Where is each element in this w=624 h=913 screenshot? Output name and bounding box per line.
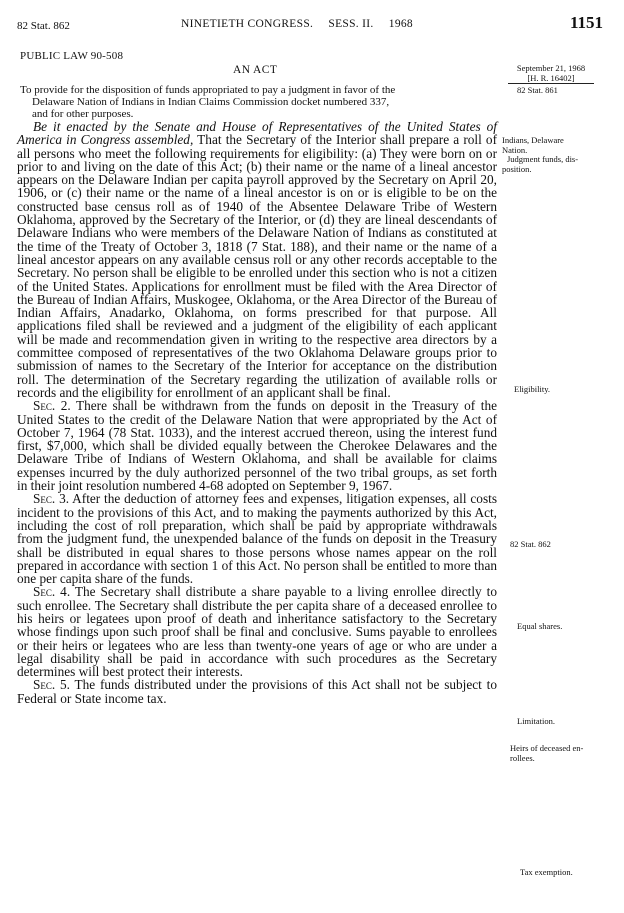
section-3-text: After the deduction of attorney fees and expenses, litigation expenses, all costs incident to the provisions of this Act, and to making the payments authorized by this Act, including the cost of roll preparation, which shall be paid by appropriate withdrawals from the judgment fund, the unexpended balance of the funds on deposit in the Treasury shall be distributed in equal shares to those persons whose names appear on the roll prepared in accordance with section 1 of this Act. No person shall be entitled to more than one per capita share of the funds. (17, 491, 497, 587)
margin-heirs-note (510, 744, 614, 763)
section-2 (17, 399, 497, 492)
running-header (181, 18, 425, 30)
act-body (17, 120, 497, 705)
section-4 (17, 585, 497, 678)
purpose-line: and for other purposes. (32, 108, 134, 120)
section-5-text: The funds distributed under the provisions of this Act shall not be subject to Federal or State income tax. (17, 677, 497, 706)
purpose-line: Delaware Nation of Indians in Indian Claims Commission docket numbered 337, (32, 96, 390, 108)
section-4-text: The Secretary shall distribute a share payable to a living enrollee directly to such enrollee. The Secretary shall distribute the per capita share of a deceased enrollee to his heirs or legatees upon proof of death and inheritance satisfactory to the Secretary whose findings upon such proof shall be final and conclusive. Sums payable to enrollees or their heirs or legatees who are less than twenty-one years of age or who are under a legal disability shall be paid in accordance with such procedures as the Secretary determines will best protect their interests. (17, 584, 497, 680)
section-5-label: Sec. 5. (33, 677, 70, 693)
margin-tax-exemption: Tax exemption. (520, 867, 573, 877)
section-3-label: Sec. 3. (33, 491, 70, 507)
margin-stat-cite-862: 82 Stat. 862 (510, 539, 551, 549)
act-title: AN ACT (233, 64, 278, 76)
section-1-text: That the Secretary of the Interior shall prepare a roll of all persons who meet the following requirements for eligibility: (a) They were born on or prior to and living on the date of this Act; (b) their name or the name of a lineal ancestor appears on the Delaware Indian per capita payroll approved by the Secretary on April 20, 1906, or (c) their name or the name of a lineal ancestor is on or is eligible to be on the constructed base census roll as of 1940 of the Absentee Delaware Tribe of Western Oklahoma, approved by the Secretary of the Interior, or (d) they are lineal descendants of Delaware Indians who were members of the Delaware Nation of Indians as constituted at the time of the Treaty of October 3, 1818 (7 Stat. 188), and their name or the name of a lineal ancestor appears on any available census roll or any other records acceptable to the Secretary. No person shall be eligible to be enrolled under this section who is not a citizen of the United States. Applications for enrollment must be filed with the Area Director of the Bureau of Indian Affairs, Muskogee, Oklahoma, or the Area Director of the Bureau of Indian Affairs, Anadarko, Oklahoma, on forms prescribed for that purpose. All applications filed shall be reviewed and a judgment of the eligibility of each applicant will be made and recommendation given in writing to the respective area directors by a committee composed of representatives of the two Oklahoma Delaware groups prior to submission of names to the Secretary of the Interior for acceptance on the distribution roll. The determination of the Secretary regarding the utilization of available rolls or records and the eligibility for enrollment of an applicant shall be final. (17, 132, 498, 400)
margin-line: Indians, Delaware (502, 135, 564, 145)
section-1 (17, 120, 497, 399)
section-5 (17, 678, 497, 705)
public-law-number: PUBLIC LAW 90-508 (20, 50, 124, 62)
margin-date: September 21, 1968 (516, 63, 586, 73)
margin-stat-cite: 82 Stat. 861 (517, 85, 558, 95)
page-number: 1151 (570, 13, 604, 32)
act-purpose (20, 84, 494, 120)
header-session: SESS. II. (328, 18, 374, 30)
section-2-text: There shall be withdrawn from the funds on deposit in the Treasury of the United States to the credit of the Delaware Nation that were appropriated by the Act of October 7, 1964 (78 Stat. 1033), and the interest accrued thereon, using the interest fund first, $7,000, which shall be divided equally between the Cherokee Delawares and the Delaware Tribe of Indians of Western Oklahoma, and shall be available for claims expenses incurred by the duly authorized personnel of the two tribal groups, as set forth in their joint resolution numbered 4-68 adopted on September 9, 1967. (17, 398, 497, 494)
section-2-label: Sec. 2. (33, 398, 71, 414)
section-3 (17, 492, 497, 585)
enacting-clause: Be it enacted by the Senate and House of Representatives of the United States of America in Congress assembled, (17, 119, 497, 148)
margin-date-note (508, 64, 594, 84)
margin-line: rollees. (510, 752, 535, 763)
margin-line: position. (502, 163, 532, 174)
section-4-label: Sec. 4. (33, 584, 71, 600)
margin-limitation: Limitation. (517, 716, 556, 726)
margin-line: Heirs of deceased en- (510, 743, 584, 753)
purpose-line: To provide for the disposition of funds appropriated to pay a judgment in favor of the (20, 84, 396, 96)
margin-line: Judgment funds, dis- (507, 154, 579, 164)
header-stat-reference: 82 Stat. 862 (17, 20, 70, 32)
header-year: 1968 (388, 18, 413, 30)
margin-equal-shares: Equal shares. (517, 621, 563, 631)
header-congress: NINETIETH CONGRESS. (181, 18, 314, 30)
margin-line: Nation. (502, 144, 528, 155)
margin-indians-note (502, 136, 610, 174)
margin-bill-number: [H. R. 16402] (508, 74, 594, 85)
margin-eligibility: Eligibility. (514, 384, 551, 394)
